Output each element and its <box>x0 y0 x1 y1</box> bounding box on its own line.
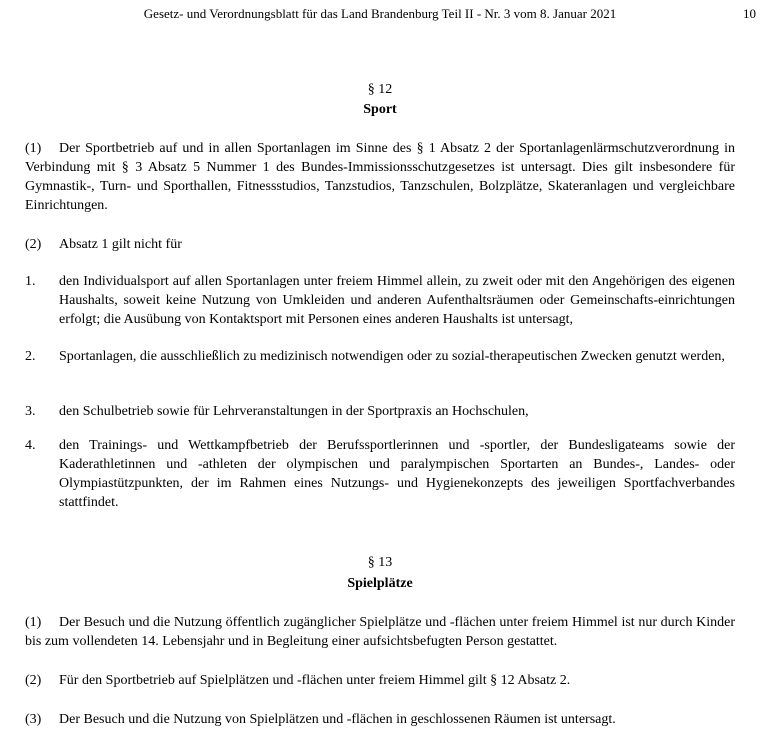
section-12-number: § 12 <box>367 82 393 97</box>
paragraph-text: Der Sportbetrieb auf und in allen Sportanlagen im Sinne des § 1 Absatz 2 der Sportanlagenlärmschutzverordnung in Verbindung mit § 3 Absatz 5 Nummer 1 des Bundes-Immissionsschutzgesetzes ist untersagt. Dies gilt insbesondere für Gymnastik-, Turn- und Sporthallen, Fitnessstudios, Tanzstudios, Tanzschulen, Bolzplätze, Skateranlagen und vergleichbare Einrichtungen. <box>25 141 735 213</box>
list-item-number: 1. <box>25 274 36 289</box>
section-13-paragraph-2 <box>25 671 735 690</box>
section-13-title: Spielplätze <box>347 576 413 591</box>
list-item <box>25 347 735 366</box>
paragraph-label: (1) <box>25 141 42 156</box>
paragraph-label: (2) <box>25 673 42 688</box>
page-header <box>0 4 760 24</box>
section-13-number: § 13 <box>367 555 393 570</box>
list-item-number: 2. <box>25 349 36 364</box>
list-item-number: 4. <box>25 438 36 453</box>
list-item <box>25 402 735 421</box>
list-item-text: den Individualsport auf allen Sportanlagen unter freiem Himmel allein, zu zweit oder mit den Angehörigen des eigenen Haushalts, soweit keine Nutzung von Umkleiden und anderen Aufenthaltsräumen oder Gemeinschafts-einrichtungen erfolgt; die Ausübung von Kontaktsport mit Personen eines anderen Haushalts ist untersagt, <box>59 274 735 327</box>
section-12-paragraph-2 <box>25 235 735 254</box>
list-item-text: Sportanlagen, die ausschließlich zu medizinisch notwendigen oder zu sozial-therapeutischen Zwecken genutzt werden, <box>59 349 725 364</box>
paragraph-text: Absatz 1 gilt nicht für <box>59 237 182 252</box>
page-number: 10 <box>743 6 756 21</box>
paragraph-label: (3) <box>25 712 42 727</box>
list-item-number: 3. <box>25 404 36 419</box>
paragraph-text: Für den Sportbetrieb auf Spielplätzen und -flächen unter freiem Himmel gilt § 12 Absatz 2. <box>59 673 571 688</box>
paragraph-label: (1) <box>25 615 42 630</box>
list-item <box>25 272 735 329</box>
section-12-title: Sport <box>363 102 397 117</box>
paragraph-text: Der Besuch und die Nutzung von Spielplätzen und -flächen in geschlossenen Räumen ist untersagt. <box>59 712 616 727</box>
list-item-text: den Schulbetrieb sowie für Lehrveranstaltungen in der Sportpraxis an Hochschulen, <box>59 404 529 419</box>
paragraph-text: Der Besuch und die Nutzung öffentlich zugänglicher Spielplätze und -flächen unter freiem Himmel ist nur durch Kinder bis zum vollendeten 14. Lebensjahr und in Begleitung einer aufsichtsbefugten Person gestattet. <box>25 615 735 649</box>
section-13-paragraph-1 <box>25 613 735 651</box>
paragraph-label: (2) <box>25 237 42 252</box>
section-12-paragraph-1 <box>25 139 735 215</box>
gazette-title: Gesetz- und Verordnungsblatt für das Land Brandenburg Teil II - Nr. 3 vom 8. Januar 2021 <box>143 6 617 21</box>
list-item-text: den Trainings- und Wettkampfbetrieb der Berufssportlerinnen und -sportler, der Bundesligateams sowie der Kaderathletinnen und -athleten der olympischen und paralympischen Sportarten an Bundes-, Landes- oder Olympiastützpunkten, der im Rahmen eines Nutzungs- und Hygienekonzepts des jeweiligen Sportfachverbandes stattfindet. <box>59 438 735 510</box>
list-item <box>25 436 735 512</box>
section-13-paragraph-3 <box>25 710 735 729</box>
